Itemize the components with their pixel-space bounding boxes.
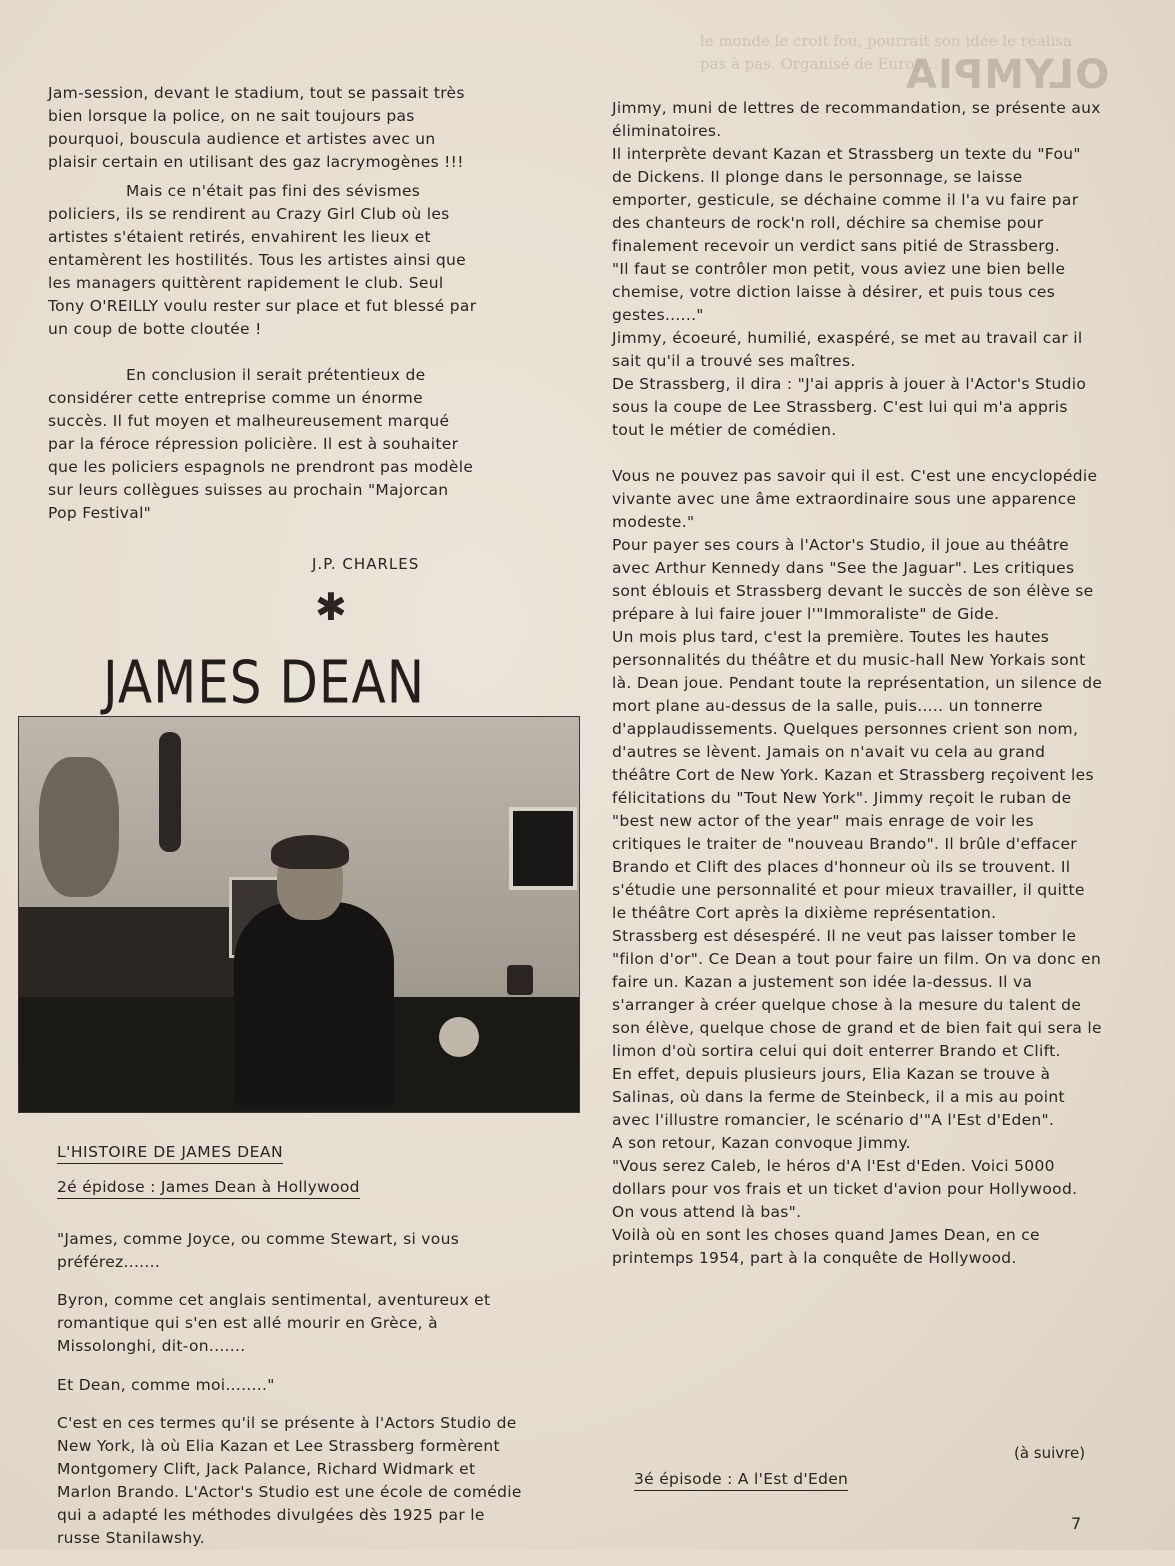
story-paragraph: Strassberg est désespéré. Il ne veut pas laisser tomber le "filon d'or". Ce Dean a tout pour faire un film. On va donc en faire un. Kazan a justement son idée la-dessus. Il va s'arranger à créer quelque chose à la mesure du talent de son élève, quelque chose de grand et de bien fait qui sera le limon d'où sortira celui qui doit enterrer Brando et Clift.	[612, 927, 1102, 1060]
author-signature: J.P. CHARLES	[312, 555, 420, 573]
story-line: Et Dean, comme moi........"	[57, 1375, 275, 1394]
story-paragraph: Vous ne pouvez pas savoir qui il est. C'est une encyclopédie vivante avec une âme extraordinaire sous une apparence modeste."	[612, 467, 1098, 531]
bleed-through-olympia: OLYMPIA	[905, 52, 1110, 98]
photo-shadow	[39, 757, 119, 897]
story-paragraph: En effet, depuis plusieurs jours, Elia Kazan se trouve à Salinas, où dans la ferme de Steinbeck, il a mis au point avec l'illustre romancier, le scénario d'"A l'Est d'Eden".	[612, 1065, 1065, 1129]
photo-person-hair	[271, 835, 349, 869]
episode-subtitle: 2é épidose : James Dean à Hollywood	[57, 1178, 360, 1199]
story-paragraph: Un mois plus tard, c'est la première. Toutes les hautes personnalités du théâtre et du music-hall New Yorkais sont là. Dean joue. Pendant toute la représentation, un silence de mort plane au-dessus de la salle, puis..... un tonnerre d'applaudissements. Quelques personnes crient son nom, d'autres se lèvent. Jamais on n'avait vu cela au grand théâtre Cort de New York. Kazan et Strassberg reçoivent les félicitations du "Tout New York". Jimmy reçoit le ruban de "best new actor of the year" mais enrage de voir les critiques le traiter de "nouveau Brando". Il brûle d'effacer Brando et Clift des places d'honneur où ils se trouvent. Il s'étudie une personnalité et pour mieux travailler, il quitte le théâtre Cort après la dixième représentation.	[612, 628, 1103, 922]
photo-cup	[507, 965, 533, 995]
story-right-column	[612, 97, 1104, 1270]
paragraph: En conclusion il serait prétentieux de considérer cette entreprise comme un énorme succès. Il fut moyen et malheureusement marqué par la féroce répression policière. Il est à souhaiter que les policiers espagnols ne prendront pas modèle sur leurs collègues suisses au prochain "Majorcan Pop Festival"	[48, 366, 474, 522]
story-heading: L'HISTOIRE DE JAMES DEAN	[57, 1143, 283, 1164]
story-paragraph: "Il faut se contrôler mon petit, vous aviez une bien belle chemise, votre diction laisse à désirer, et puis tous ces gestes......"	[612, 260, 1066, 324]
spacer	[612, 442, 1104, 465]
story-paragraph: Pour payer ses cours à l'Actor's Studio, il joue au théâtre avec Arthur Kennedy dans "See the Jaguar". Les critiques sont éblouis et Strassberg devant le succès de son élève se prépare à lui faire jouer l'"Immoraliste" de Gide.	[612, 536, 1094, 623]
story-paragraph: De Strassberg, il dira : "J'ai appris à jouer à l'Actor's Studio sous la coupe de Lee Strassberg. C'est lui qui m'a appris tout le métier de comédien.	[612, 375, 1087, 439]
to-be-continued: (à suivre)	[1014, 1444, 1086, 1462]
story-paragraph: "Vous serez Caleb, le héros d'A l'Est d'Eden. Voici 5000 dollars pour vos frais et un ticket d'avion pour Hollywood. On vous attend là bas".	[612, 1157, 1078, 1221]
james-dean-photo	[18, 716, 580, 1113]
story-line: Byron, comme cet anglais sentimental, aventureux et romantique qui s'en est allé mourir en Grèce, à Missolonghi, dit-on.......	[57, 1291, 491, 1355]
photo-person-body	[234, 902, 394, 1107]
left-column-article	[48, 82, 480, 525]
paragraph: Mais ce n'était pas fini des sévismes policiers, ils se rendirent au Crazy Girl Club où les artistes s'étaient retirés, envahirent les lieux et entamèrent les hostilités. Tous les artistes ainsi que les managers quittèrent rapidement le club. Seul Tony O'REILLY voulu rester sur place et fut blessé par un coup de botte cloutée !	[48, 182, 477, 338]
photo-wall-frame	[509, 807, 577, 890]
next-episode-title: 3é épisode : A l'Est d'Eden	[634, 1470, 848, 1491]
story-paragraph: Voilà où en sont les choses quand James Dean, en ce printemps 1954, part à la conquête de Hollywood.	[612, 1226, 1040, 1267]
paragraph: Jam-session, devant le stadium, tout se passait très bien lorsque la police, on ne sait toujours pas pourquoi, bouscula audience et artistes avec un plaisir certain en utilisant des gaz lacrymogènes !!!	[48, 84, 465, 171]
asterisk-star-icon: ✱	[315, 585, 347, 629]
story-paragraph: Jimmy, muni de lettres de recommandation, se présente aux éliminatoires.	[612, 99, 1101, 140]
article-title: JAMES DEAN	[103, 648, 426, 717]
photo-lamp	[159, 732, 181, 852]
page-number: 7	[1071, 1514, 1082, 1533]
story-left-column	[57, 1212, 527, 1566]
story-paragraph: Il interprète devant Kazan et Strassberg un texte du "Fou" de Dickens. Il plonge dans le personnage, se laisse emporter, gesticule, se déchaine comme il l'a vu faire par des chanteurs de rock'n roll, déchire sa chemise pour finalement recevoir un verdict sans pitié de Strassberg.	[612, 145, 1081, 255]
story-paragraph: Jimmy, écoeuré, humilié, exaspéré, se met au travail car il sait qu'il a trouvé ses maîtres.	[612, 329, 1083, 370]
story-paragraph: A son retour, Kazan convoque Jimmy.	[612, 1134, 911, 1152]
bleed-through-text: le monde le croit fou, pourrait son idée le réalisa pas à pas. Organisé de Europ...	[700, 32, 1072, 73]
story-line: C'est en ces termes qu'il se présente à l'Actors Studio de New York, là où Elia Kazan et Lee Strassberg formèrent Montgomery Clift, Jack Palance, Richard Widmark et Marlon Brando. L'Actor's Studio est une école de comédie qui a adapté les méthodes divulgées dès 1925 par le russe Stanilawshy.	[57, 1414, 522, 1547]
story-line: "James, comme Joyce, ou comme Stewart, si vous préférez.......	[57, 1229, 460, 1271]
photo-highlight	[439, 1017, 479, 1057]
